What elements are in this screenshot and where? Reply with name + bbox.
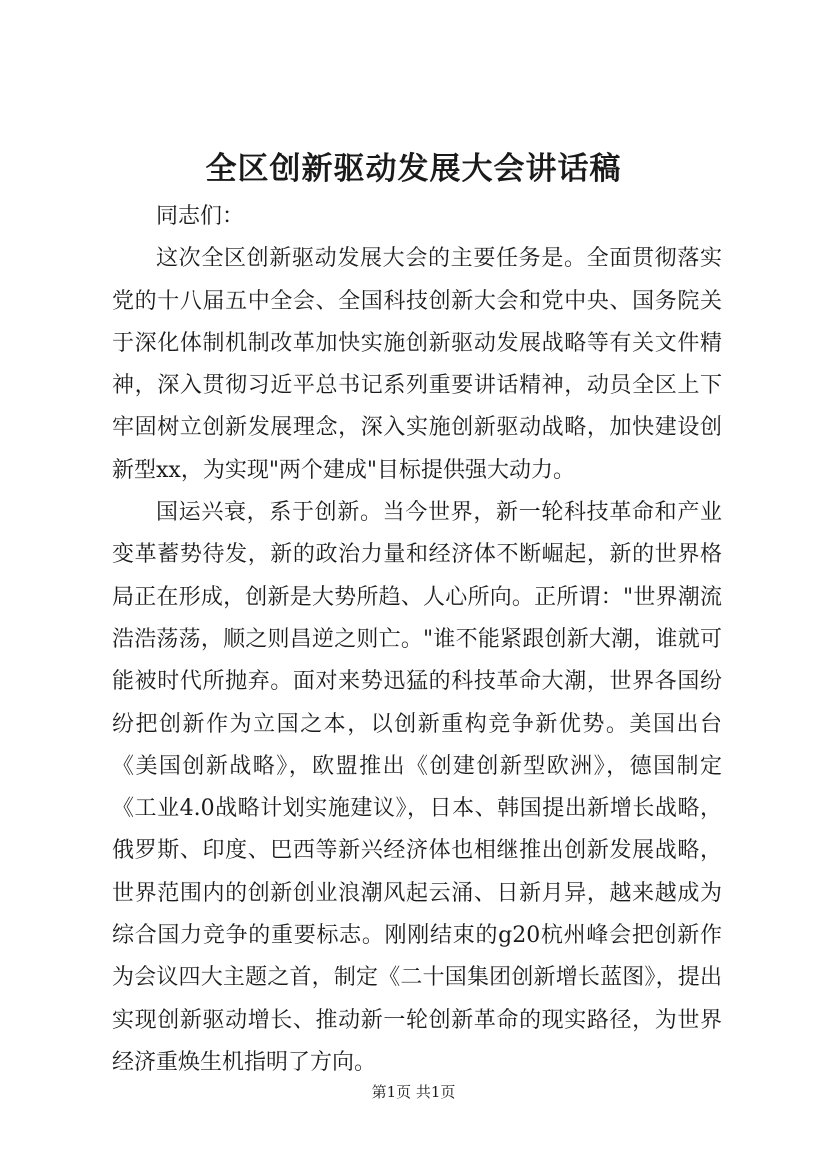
- paragraph-1: 这次全区创新驱动发展大会的主要任务是。全面贯彻落实党的十八届五中全会、全国科技创新大会和党中央、国务院关于深化体制机制改革加快实施创新驱动发展战略等有关文件精神，深入贯彻习近平总书记系列重要讲话精神，动员全区上下牢固树立创新发展理念，深入实施创新驱动战略，加快建设创新型xx，为实现"两个建成"目标提供强大动力。: [112, 246, 722, 483]
- salutation: 同志们：: [156, 204, 245, 229]
- document-body: [112, 196, 722, 1084]
- paragraph-2: 国运兴衰，系于创新。当今世界，新一轮科技革命和产业变革蓄势待发，新的政治力量和经济体不断崛起，新的世界格局正在形成，创新是大势所趋、人心所向。正所谓："世界潮流浩浩荡荡，顺之则昌逆之则亡。"谁不能紧跟创新大潮，谁就可能被时代所抛弃。面对来势迅猛的科技革命大潮，世界各国纷纷把创新作为立国之本，以创新重构竞争新优势。美国出台《美国创新战略》，欧盟推出《创建创新型欧洲》，德国制定《工业4.0战略计划实施建议》，日本、韩国提出新增长战略，俄罗斯、印度、巴西等新兴经济体也相继推出创新发展战略，世界范围内的创新创业浪潮风起云涌、日新月异，越来越成为综合国力竞争的重要标志。刚刚结束的g20杭州峰会把创新作为会议四大主题之首，制定《二十国集团创新增长蓝图》，提出实现创新驱动增长、推动新一轮创新革命的现实路径，为世界经济重焕生机指明了方向。: [112, 500, 722, 1075]
- document-title: 全区创新驱动发展大会讲话稿: [205, 151, 622, 187]
- page-footer: 第1页 共1页: [371, 1083, 456, 1101]
